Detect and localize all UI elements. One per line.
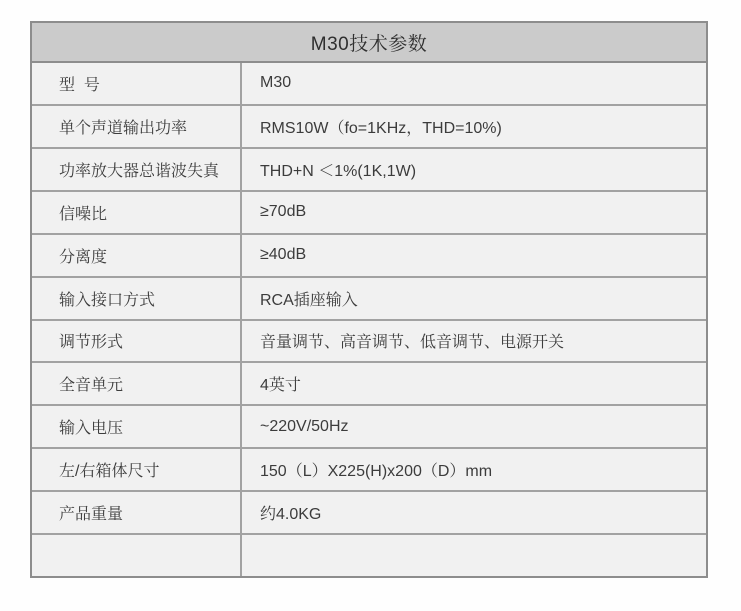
spec-label-snr: 信噪比 bbox=[32, 192, 242, 233]
spec-label-input-voltage: 输入电压 bbox=[32, 406, 242, 447]
spec-label-separation: 分离度 bbox=[32, 235, 242, 276]
spec-value-input-interface: RCA插座输入 bbox=[260, 291, 358, 309]
spec-value-driver-unit: 4英寸 bbox=[260, 377, 301, 395]
table-row bbox=[32, 361, 706, 404]
spec-label-weight: 产品重量 bbox=[32, 492, 242, 533]
spec-label-output-power: 单个声道输出功率 bbox=[32, 106, 242, 147]
table-row bbox=[32, 533, 706, 576]
spec-table bbox=[30, 21, 708, 578]
spec-value-controls: 音量调节、高音调节、低音调节、电源开关 bbox=[260, 334, 565, 352]
spec-table-header bbox=[32, 23, 706, 63]
table-row bbox=[32, 233, 706, 276]
table-row bbox=[32, 63, 706, 104]
spec-label-cabinet-size: 左/右箱体尺寸 bbox=[32, 449, 242, 490]
spec-value-cabinet-size: 150（L）X225(H)x200（D）mm bbox=[260, 463, 493, 481]
spec-label-empty bbox=[32, 535, 242, 576]
table-row bbox=[32, 319, 706, 362]
spec-label-model: 型 号 bbox=[32, 63, 242, 104]
table-row bbox=[32, 104, 706, 147]
spec-value-input-voltage: ~220V/50Hz bbox=[260, 417, 349, 435]
spec-value-snr: ≥70dB bbox=[260, 203, 307, 221]
spec-label-input-interface: 输入接口方式 bbox=[32, 278, 242, 319]
spec-label-controls: 调节形式 bbox=[32, 321, 242, 362]
table-row bbox=[32, 190, 706, 233]
spec-value-weight: 约4.0KG bbox=[260, 506, 322, 524]
table-row bbox=[32, 276, 706, 319]
spec-label-driver-unit: 全音单元 bbox=[32, 363, 242, 404]
spec-value-empty bbox=[242, 535, 706, 576]
table-row bbox=[32, 147, 706, 190]
spec-table-body bbox=[32, 63, 706, 576]
table-row bbox=[32, 490, 706, 533]
spec-label-thd: 功率放大器总谐波失真 bbox=[32, 149, 242, 190]
table-row bbox=[32, 447, 706, 490]
spec-value-thd: THD+N ＜1%(1K,1W) bbox=[260, 162, 417, 180]
table-row bbox=[32, 404, 706, 447]
spec-value-model: M30 bbox=[260, 74, 292, 92]
spec-value-output-power: RMS10W（fo=1KHz，THD=10%) bbox=[260, 119, 502, 137]
page-title: M30技术参数 bbox=[310, 33, 428, 55]
spec-value-separation: ≥40dB bbox=[260, 246, 307, 264]
